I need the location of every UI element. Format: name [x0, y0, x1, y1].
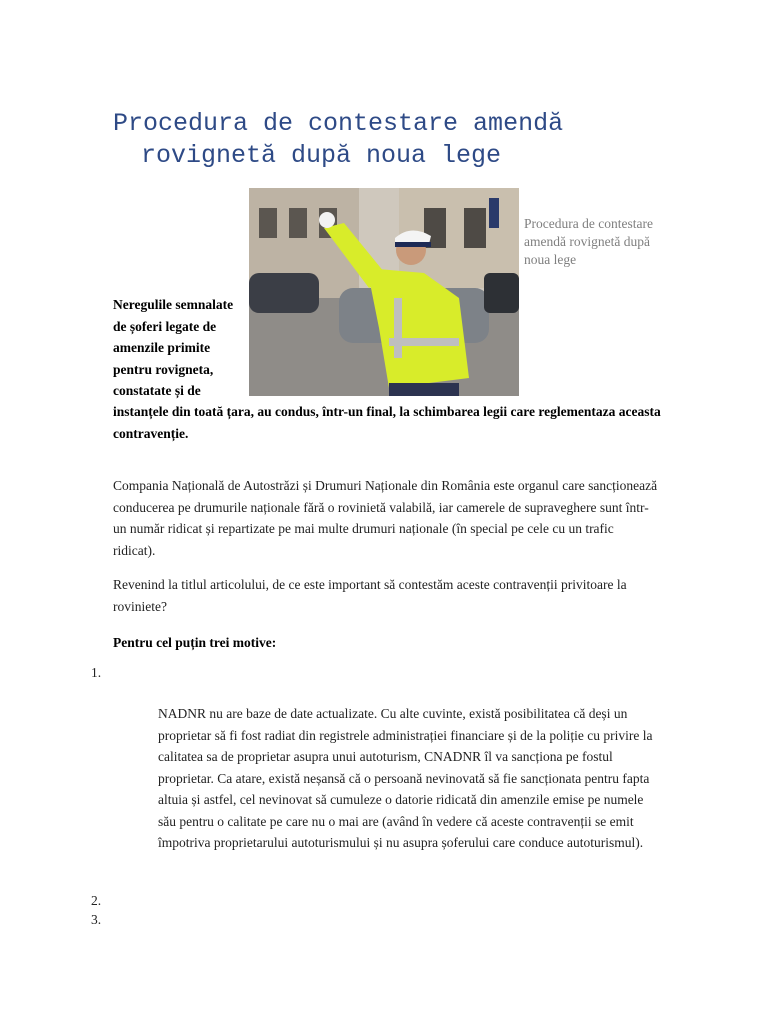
list-number-1: 1.	[91, 665, 102, 680]
title-line-1: Procedura de contestare amendă	[113, 109, 564, 138]
list-number-2: 2.	[91, 893, 102, 908]
intro-text-continued: instanțele din toată țara, au condus, într-un final, la schimbarea legii care reglementaza aceasta contravenție.	[113, 404, 661, 441]
paragraph-question: Revenind la titlul articolului, de ce este important să contestăm aceste contravenții privitoare la roviniete?	[113, 577, 627, 614]
article-title	[113, 108, 633, 172]
photo-caption: Procedura de contestare amendă rovignetă după noua lege	[524, 216, 653, 267]
paragraph-cnadnr: Compania Națională de Autostrăzi și Drumuri Naționale din România este organul care sancționează conducerea pe drumurile naționale fără o rovinietă valabilă, iar camerele de supraveghere sunt într-un număr ridicat și repartizate pe mai multe drumuri naționale (în special pe cele cu un trafic ridicat).	[113, 478, 658, 558]
motives-heading: Pentru cel puțin trei motive:	[113, 635, 277, 650]
list-number-3: 3.	[91, 912, 102, 927]
title-line-2: rovignetă după noua lege	[141, 141, 502, 170]
photo-illustration	[249, 188, 519, 396]
intro-text-wrapped: Neregulile semnalate de șoferi legate de amenzile primite pentru rovigneta, constatate și de	[113, 297, 234, 398]
traffic-police-photo	[249, 188, 519, 396]
list-item-1-text: NADNR nu are baze de date actualizate. Cu alte cuvinte, există posibilitatea că deși un proprietar să fi fost radiat din registrele administrației financiare și de la poliție cu privire la calitatea sa de proprietar asupra unui autoturism, CNADNR îl va sancționa pe fostul proprietar. Ca atare, există neșansă că o persoană nevinovată să fie sancționata pentru fapta altuia și astfel, cel nevinovat să cumuleze o datorie ridicată din amenzile emise pe numele său pentru o calitate pe care nu o mai are (având în vedere că aceste contravenții se emit împotriva proprietarului autoturismului și nu asupra șoferului care conduce autoturismul).	[158, 706, 653, 850]
